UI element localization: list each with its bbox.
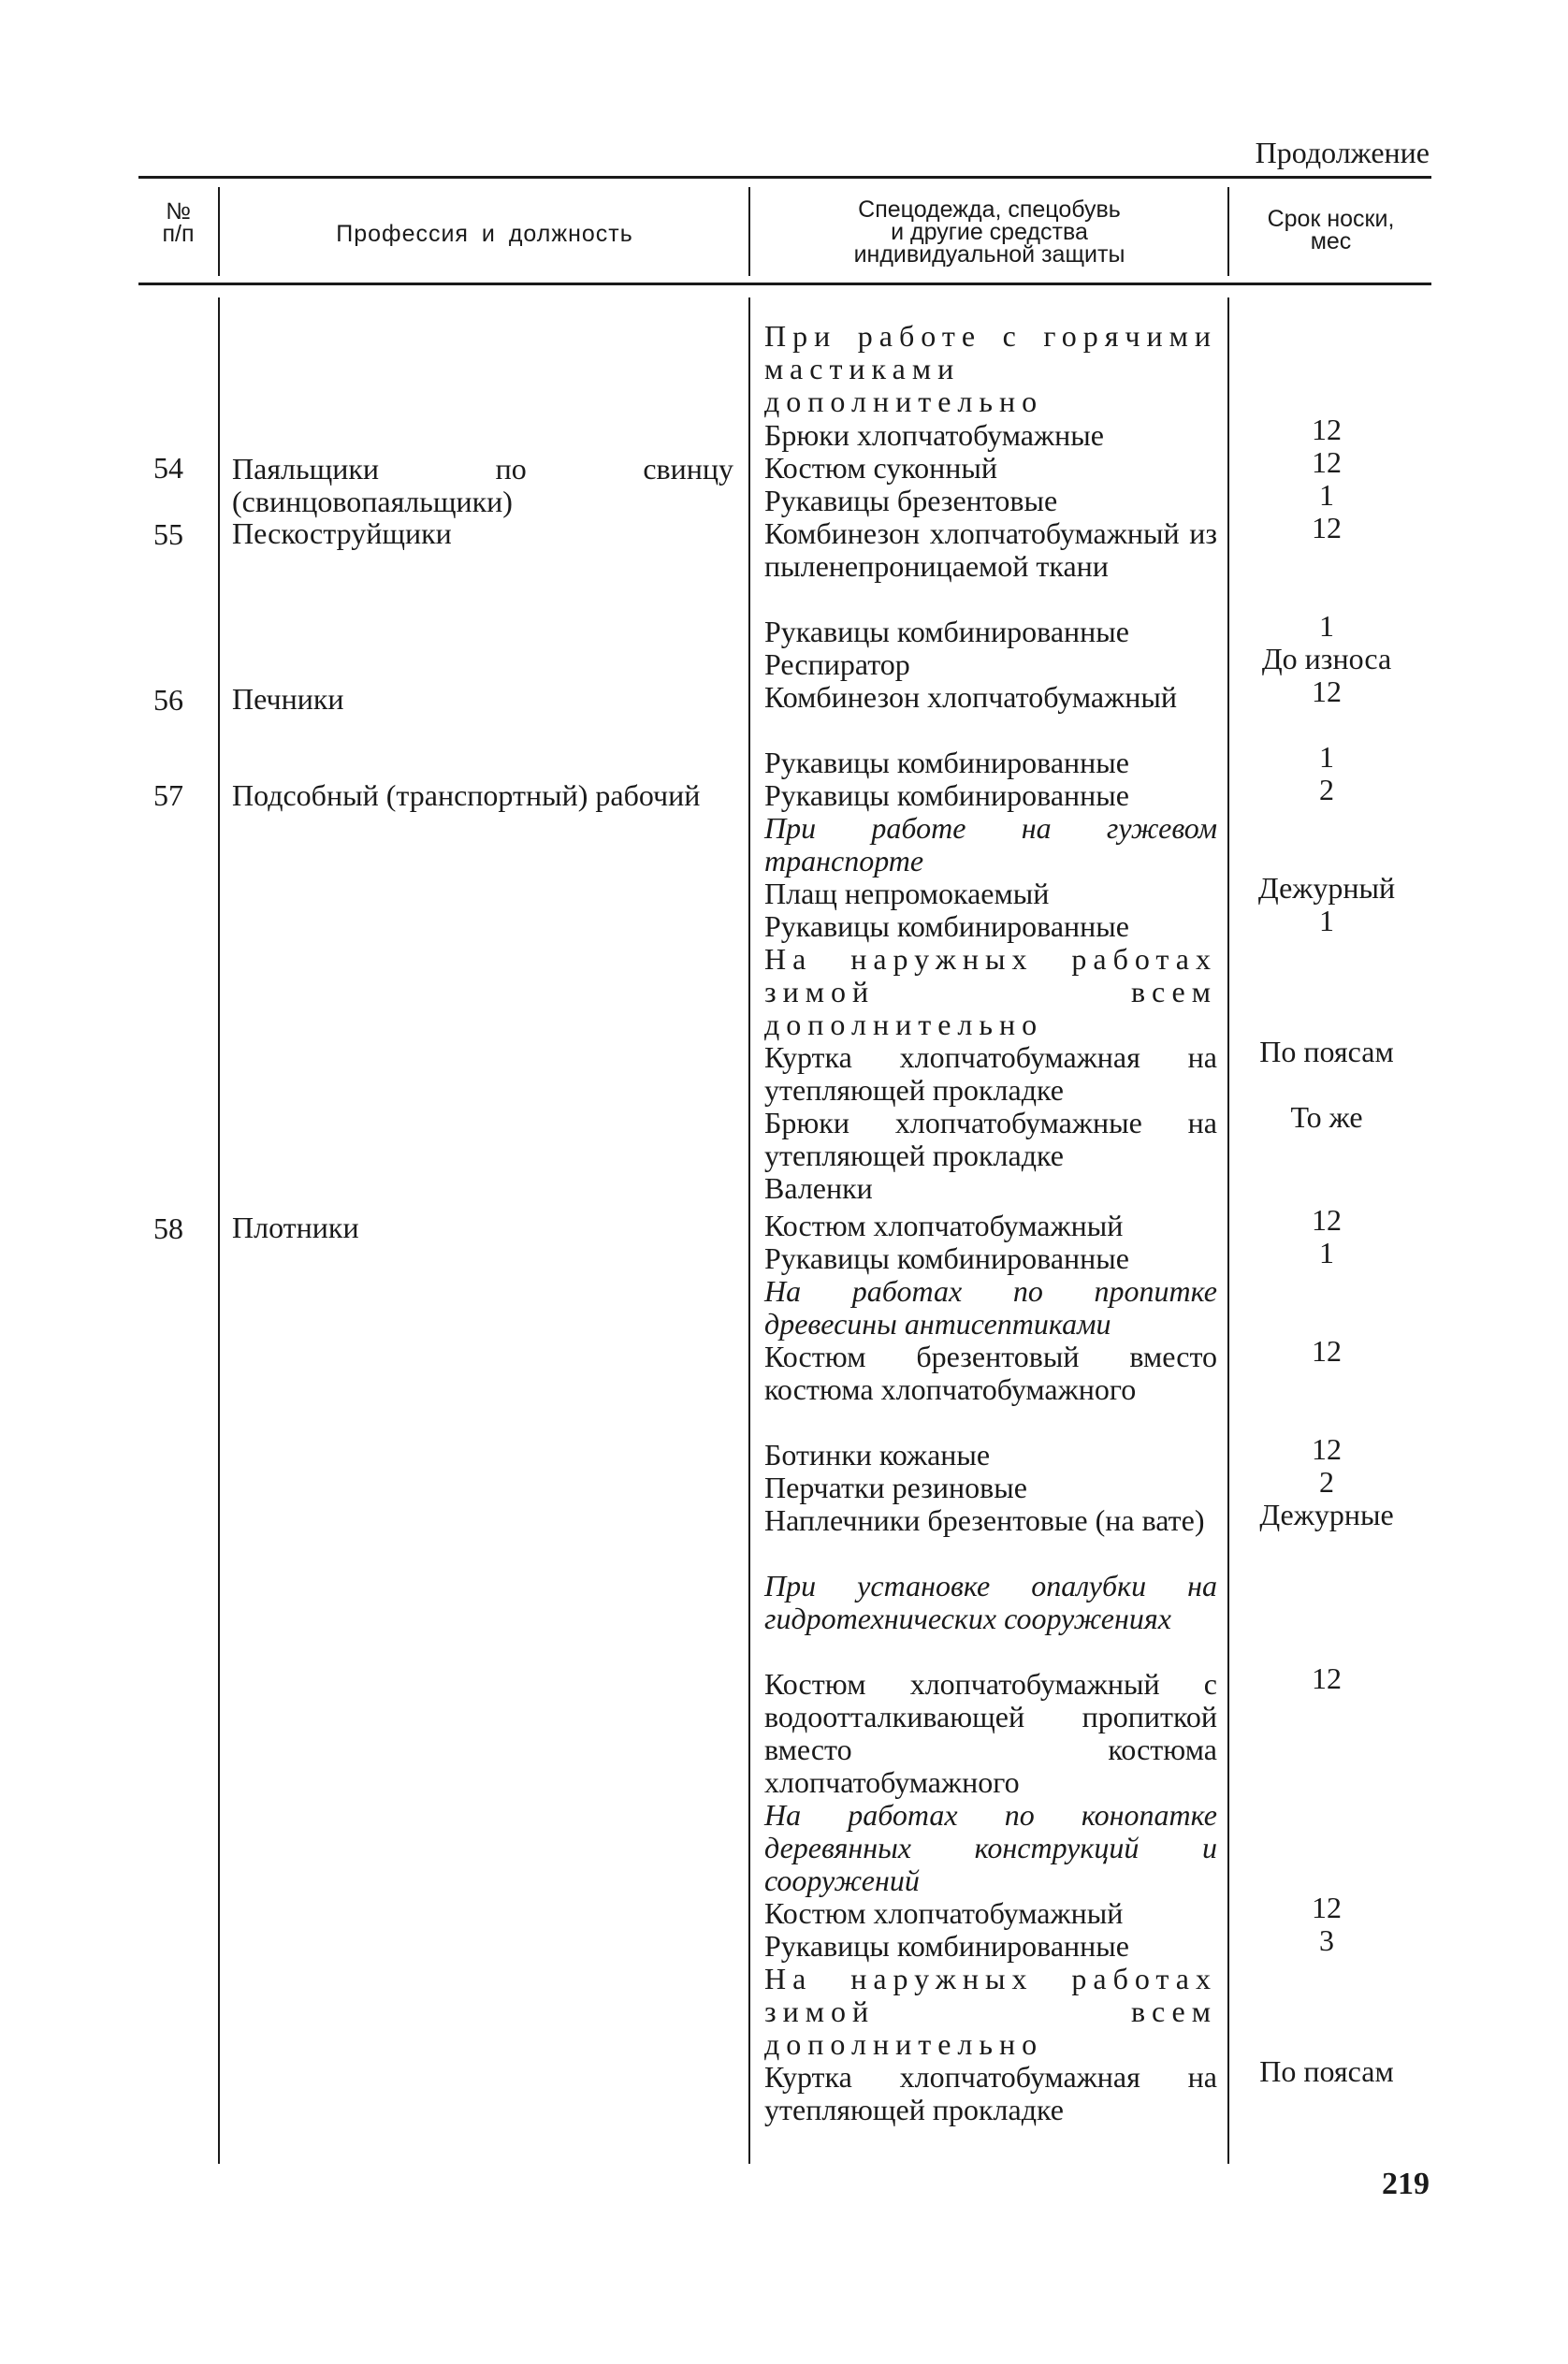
column-divider [1227,187,1229,276]
term-cell: 12 [1312,1203,1342,1237]
item-entry: Костюм брезентовый вместо костюма хлопчатобумажного [764,1340,1217,1406]
column-divider [1227,297,1229,2164]
header-clothing: Спецодежда, спецобувь и другие средства индивидуальной защиты [853,196,1125,268]
term-cell: 12 [1312,674,1342,708]
table-top-rule [138,176,1431,179]
item-entry: Куртка хлопчатобумажная на утепляющей прокладке [764,1040,1217,1107]
item-entry: Костюм хлопчатобумажный с водоотталкивающей пропиткой вместо костюма хлопчатобумажного [764,1667,1217,1799]
profession-cell: Подсобный (транспортный) рабочий [232,778,701,812]
item-entry: Рукавицы комбинированные [764,1929,1129,1963]
page-number: 219 [1382,2167,1430,2201]
term-cell: 2 [1319,1465,1334,1499]
term-cell: Дежурные [1259,1498,1394,1531]
column-divider [748,297,750,2164]
column-divider [218,297,220,2164]
term-cell: 12 [1312,1432,1342,1466]
item-entry: Перчатки резиновые [764,1471,1027,1504]
term-cell: 1 [1319,904,1334,937]
item-note: При работе на гужевом транспорте [764,811,1217,877]
row-number: 58 [153,1211,183,1245]
term-cell: До износа [1261,642,1392,675]
header-number: № п/п [162,198,195,247]
header-term: Срок носки, мес [1267,206,1395,254]
term-cell: 12 [1312,413,1342,446]
row-number: 55 [153,517,183,551]
header-bottom-rule [138,283,1431,285]
item-entry: Комбинезон хлопчатобумажный из пыленепроницаемой ткани [764,516,1217,583]
term-cell: 1 [1319,609,1334,643]
row-number: 56 [153,683,183,717]
term-cell: 3 [1319,1923,1334,1957]
item-entry: Куртка хлопчатобумажная на утепляющей прокладке [764,2060,1217,2126]
term-cell: По поясам [1259,2054,1394,2088]
profession-cell: Пескоструйщики [232,516,452,550]
header-profession: Профессия и должность [336,221,633,247]
term-cell: 12 [1312,1334,1342,1368]
item-entry: Рукавицы комбинированные [764,746,1129,779]
item-entry: Валенки [764,1171,873,1205]
profession-cell: Паяльщики по свинцу (свинцовопаяльщики) [232,452,733,518]
column-divider [218,187,220,276]
item-entry: Ботинки кожаные [764,1438,991,1472]
profession-cell: Плотники [232,1211,359,1244]
item-note: На наружных работах зимой всем дополнительно [764,942,1217,1041]
term-cell: 12 [1312,511,1342,544]
term-cell: 12 [1312,1891,1342,1924]
term-cell: 1 [1319,478,1334,512]
item-entry: Костюм суконный [764,451,998,485]
item-note: На работах по конопатке деревянных конструкций и сооружений [764,1798,1217,1897]
term-cell: 12 [1312,1661,1342,1695]
item-note: На наружных работах зимой всем дополнительно [764,1962,1217,2061]
item-note: При работе с горячими мастиками дополнительно [764,319,1217,418]
item-entry: Плащ непромокаемый [764,877,1050,910]
item-note: При установке опалубки на гидротехнических сооружениях [764,1569,1217,1635]
term-cell: Дежурный [1257,871,1396,905]
item-entry: Костюм хлопчатобумажный [764,1896,1124,1930]
item-note: На работах по пропитке древесины антисептиками [764,1274,1217,1341]
item-entry: Костюм хлопчатобумажный [764,1209,1124,1242]
item-entry: Рукавицы комбинированные [764,615,1129,648]
row-number: 54 [153,451,183,485]
item-entry: Респиратор [764,647,910,681]
item-entry: Брюки хлопчатобумажные на утепляющей прокладке [764,1106,1217,1172]
column-divider [748,187,750,276]
continuation-label: Продолжение [1255,136,1430,169]
row-number: 57 [153,778,183,812]
term-cell: 1 [1319,740,1334,774]
profession-cell: Печники [232,682,344,716]
term-cell: 1 [1319,1236,1334,1269]
term-cell: То же [1290,1100,1363,1134]
item-entry: Комбинезон хлопчатобумажный [764,680,1177,714]
item-entry: Рукавицы комбинированные [764,909,1129,943]
item-entry: Рукавицы комбинированные [764,1241,1129,1275]
item-entry: Рукавицы брезентовые [764,484,1058,517]
term-cell: По поясам [1259,1035,1394,1068]
item-entry: Рукавицы комбинированные [764,778,1129,812]
term-cell: 12 [1312,445,1342,479]
item-entry: Наплечники брезентовые (на вате) [764,1503,1205,1537]
item-entry: Брюки хлопчатобумажные [764,418,1104,452]
term-cell: 2 [1319,773,1334,806]
